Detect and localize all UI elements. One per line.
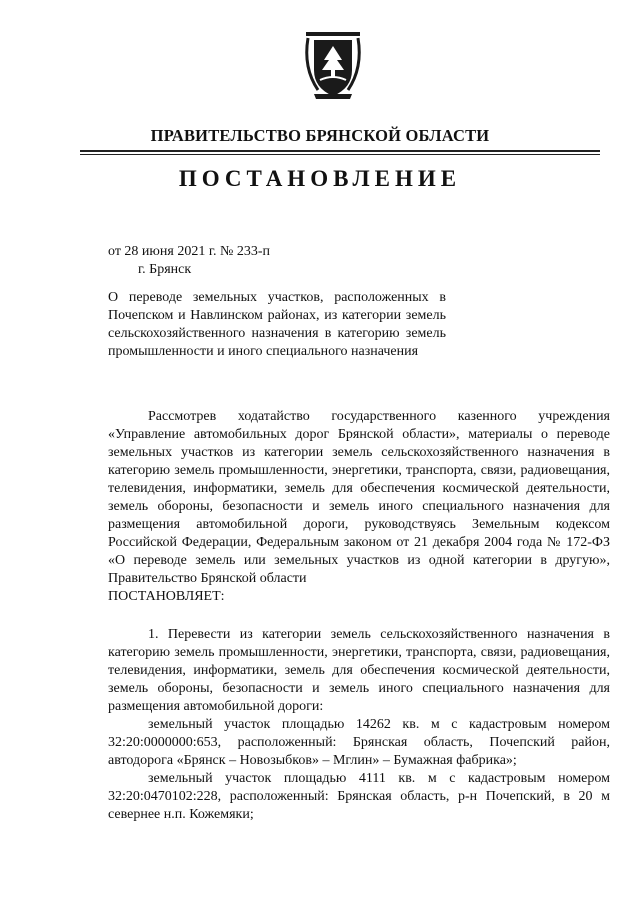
government-title: ПРАВИТЕЛЬСТВО БРЯНСКОЙ ОБЛАСТИ <box>150 126 490 145</box>
decree-word: ПОСТАНОВЛЯЕТ: <box>108 589 225 604</box>
item-1-paragraph: 1. Перевести из категории земель сельскохозяйственного назначения в категорию земель промышленности, энергетики, транспорта, связи, радиовещания, телевидения, информатики, земель для обеспечения космической деятельности, земель обороны, безопасности и земель иного специального назначения для размещения автомобильной дороги: <box>108 627 610 714</box>
city-line: г. Брянск <box>138 262 192 277</box>
date-number-line: от 28 июня 2021 г. № 233-п <box>108 244 270 259</box>
header-rule-thin <box>80 154 600 155</box>
land-plot-2-paragraph: земельный участок площадью 4111 кв. м с кадастровым номером 32:20:0470102:228, расположенный: Брянская область, р-н Почепский, в 20 м севернее н.п. Кожемяки; <box>108 771 610 822</box>
land-plot-1-paragraph: земельный участок площадью 14262 кв. м с кадастровым номером 32:20:0000000:653, расположенный: Брянская область, Почепский район, автодорога «Брянск – Новозыбков» – Мглин» – Бумажная фабрика»; <box>108 717 610 768</box>
coat-of-arms-icon <box>300 28 366 100</box>
document-body <box>108 408 610 824</box>
subject-text: О переводе земельных участков, расположенных в Почепском и Навлинском районах, из категории земель сельскохозяйственного назначения в категорию земель промышленности и иного специального назначения <box>108 290 446 359</box>
header-rule-thick <box>80 150 600 152</box>
document-type-heading: ПОСТАНОВЛЕНИЕ <box>178 166 462 191</box>
preamble-paragraph: Рассмотрев ходатайство государственного казенного учреждения «Управление автомобильных дорог Брянской области», материалы о переводе земельных участков из категории земель сельскохозяйственного назначения в категорию земель промышленности, энергетики, транспорта, связи, радиовещания, телевидения, информатики, земель для обеспечения космической деятельности, земель обороны, безопасности и земель иного специального назначения для размещения автомобильной дороги, руководствуясь Земельным кодексом Российской Федерации, Федеральным законом от 21 декабря 2004 года № 172-ФЗ «О переводе земель или земельных участков из одной категории в другую», Правительство Брянской области <box>108 409 610 586</box>
